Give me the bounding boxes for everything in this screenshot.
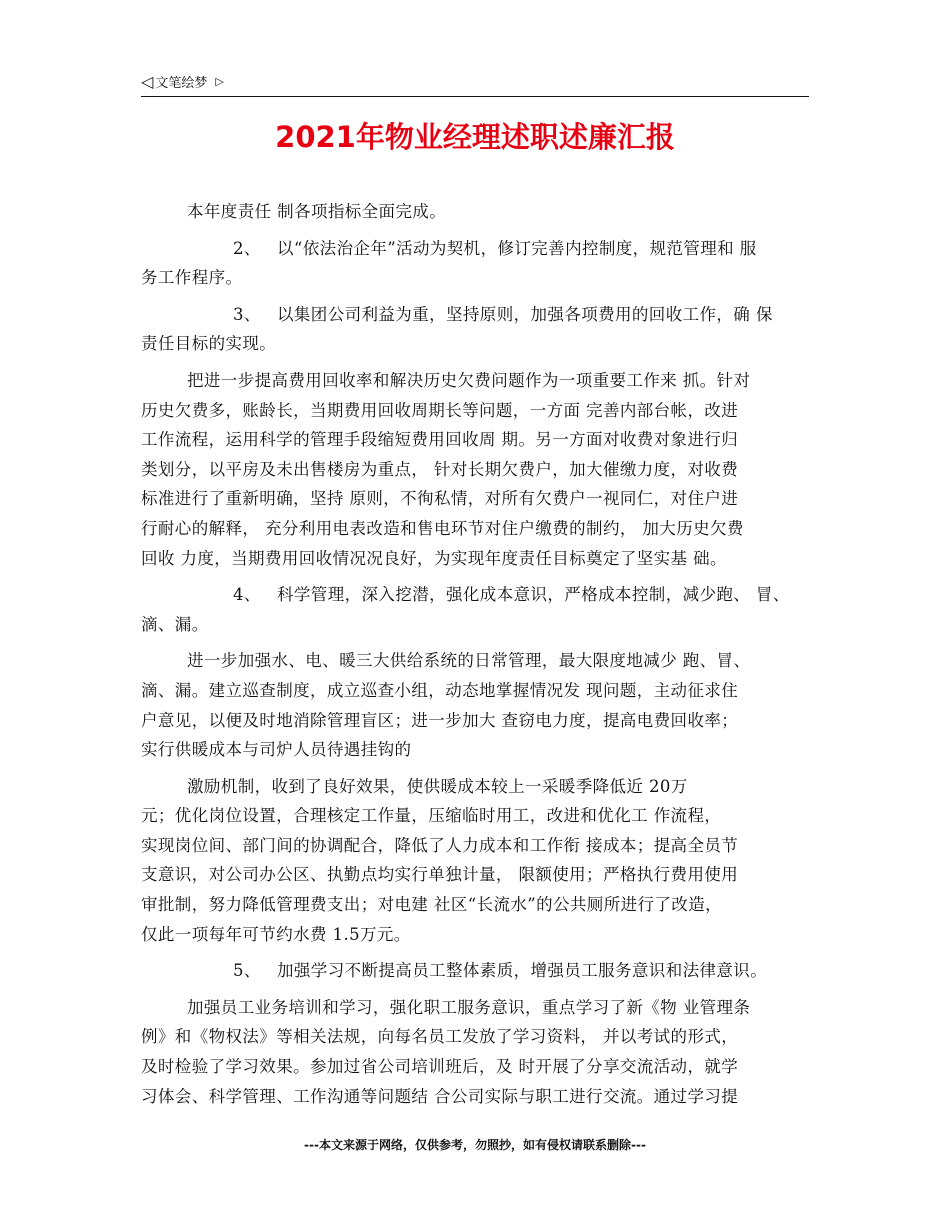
paragraph-1: 本年度责任 制各项指标全面完成。: [187, 202, 447, 221]
paragraph-9: 加强员工业务培训和学习，强化职工服务意识，重点学习了新《物 业管理条 例》和《物权法》等相关法规，向每名员工发放了学习资料， 并以考试的形式， 及时检验了学习效果。参加过省公司培训班后，及 时开展了分享交流活动，就学 习体会、科学管理、工作沟通等问题结 合公司实际与职工进行交流。通过学习提: [141, 997, 751, 1106]
paragraph-8: 5、 加强学习不断提高员工整体素质，增强员工服务意识和法律意识。: [141, 956, 821, 986]
item-number: 5、: [233, 961, 261, 981]
page-footer: ---本文来源于网络，仅供参考，勿照抄，如有侵权请联系删除---: [304, 1138, 646, 1152]
document-title: 2021年物业经理述职述廉汇报: [275, 120, 675, 154]
left-triangle-icon: ◁: [141, 71, 154, 91]
paragraph-5: 4、 科学管理，深入挖潜，强化成本意识，严格成本控制，减少跑、 冒、: [141, 580, 821, 610]
paragraph-4: 把进一步提高费用回收率和解决历史欠费问题作为一项重要工作来 抓。针对 历史欠费多，账龄长，当期费用回收周期长等问题，一方面 完善内部台帐，改进 工作流程，运用科学的管理手段缩短费用回收周 期。另一方面对收费对象进行归 类划分，以平房及未出售楼房为重点， 针对长期欠费户，加大催缴力度，对收费 标准进行了重新明确，坚持 原则，不徇私情，对所有欠费户一视同仁，对住户进 行耐心的解释， 充分利用电表改造和售电环节对住户缴费的制约， 加大历史欠费 回收 力度，当期费用回收情况况良好，为实现年度责任目标奠定了坚实基 础。: [141, 370, 751, 568]
page-header: [141, 70, 809, 97]
item-number: 4、: [233, 585, 261, 605]
right-triangle-icon: ▷: [215, 74, 224, 88]
paragraph-2-cont: 务工作程序。: [141, 268, 243, 288]
paragraph-6: 进一步加强水、电、暖三大供给系统的日常管理，最大限度地减少 跑、冒、 滴、漏。建立巡查制度，成立巡查小组，动态地掌握情况发 现问题，主动征求住 户意见，以便及时地消除管理盲区；进一步加大 查窃电力度，提高电费回收率； 实行供暖成本与司炉人员待遇挂钩的: [141, 651, 751, 760]
paragraph-3-cont: 责任目标的实现。: [141, 334, 277, 354]
document-body: [141, 197, 821, 1111]
item-number: 3、: [233, 304, 261, 324]
paragraph-5-cont: 滴、漏。: [141, 614, 209, 634]
paragraph-7: 激励机制，收到了良好效果，使供暖成本较上一采暖季降低近 20万 元；优化岗位设置，合理核定工作量，压缩临时用工，改进和优化工 作流程， 实现岗位间、部门间的协调配合，降低了人力成本和工作衔 接成本；提高全员节 支意识，对公司办公区、执勤点均实行单独计量， 限额使用；严格执行费用使用 审批制，努力降低管理费支出；对电建 社区“长流水”的公共厕所进行了改造， 仅此一项每年可节约水费 1.5万元。: [141, 776, 739, 944]
item-number: 2、: [233, 238, 261, 258]
brand-name: 文笔绘梦: [155, 76, 208, 91]
header-brand: [141, 72, 224, 91]
paragraph-3: 3、 以集团公司利益为重，坚持原则，加强各项费用的回收工作，确 保: [141, 300, 821, 330]
paragraph-2: 2、 以“依法治企年”活动为契机，修订完善内控制度，规范管理和 服: [141, 234, 821, 264]
